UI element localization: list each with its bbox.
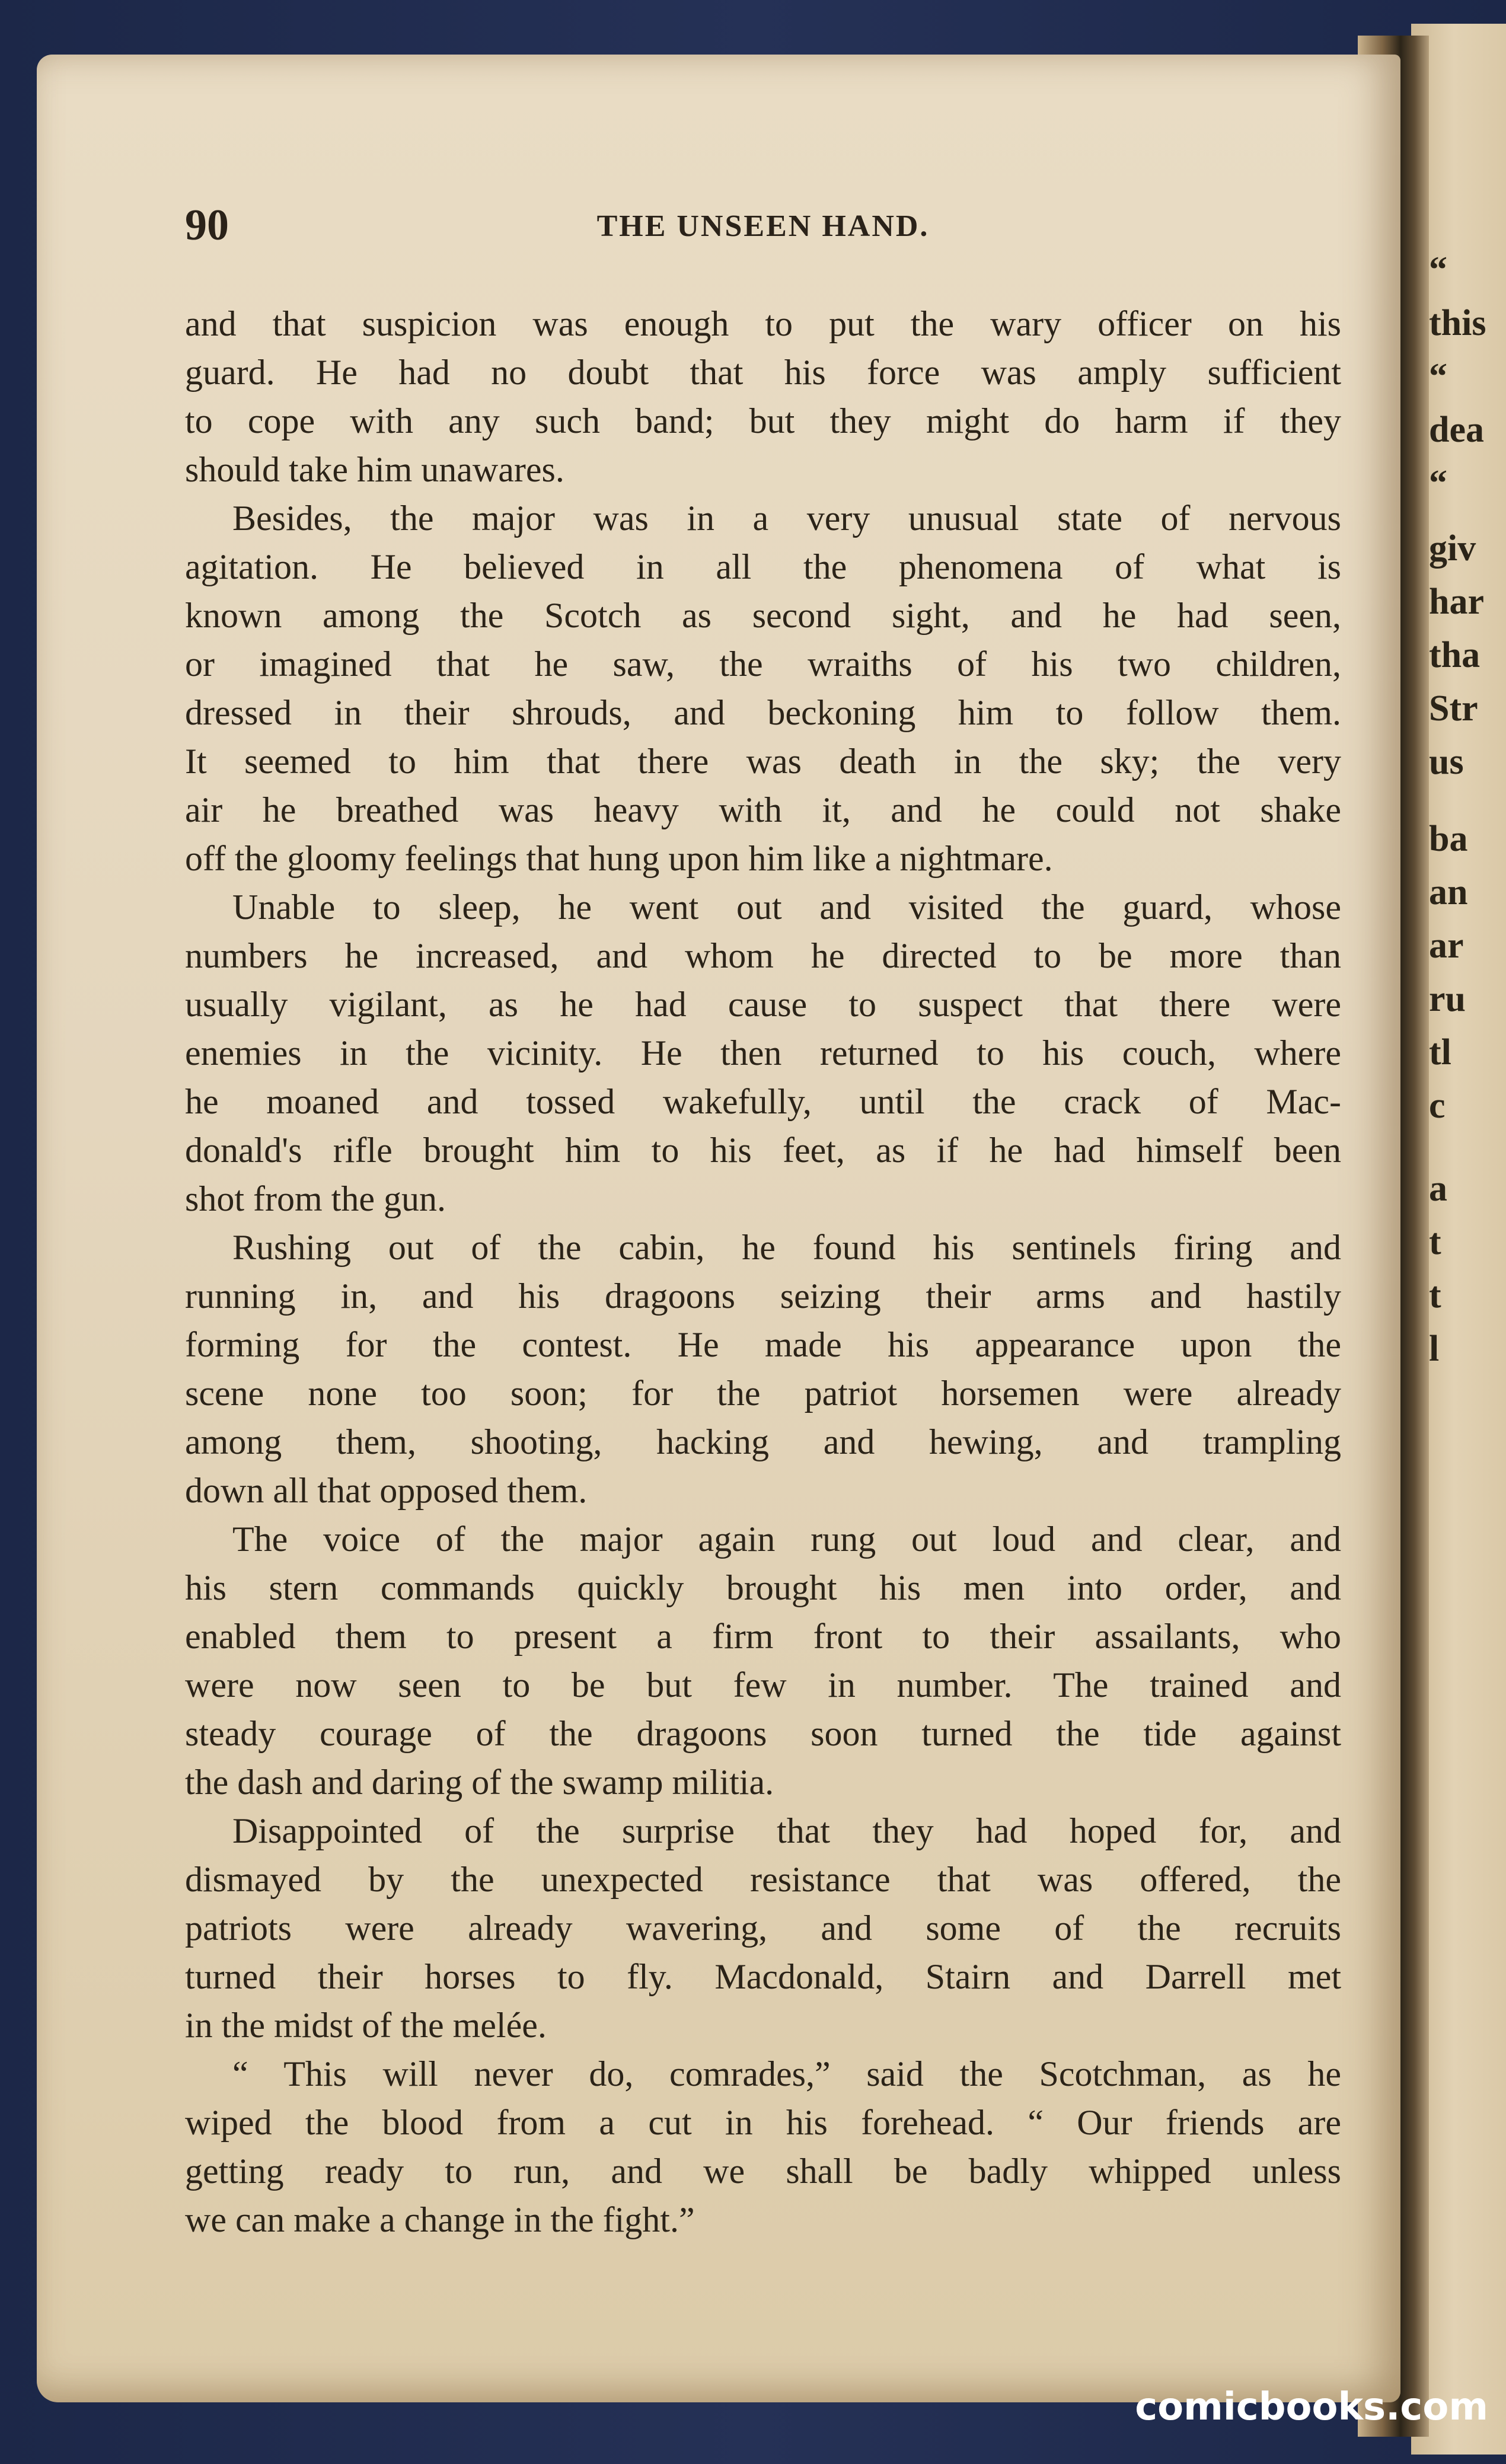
text-line: forming for the contest. He made his appearance upon the bbox=[185, 1325, 1341, 1364]
text-line: usually vigilant, as he had cause to suspect that there were bbox=[185, 985, 1341, 1024]
text-line: Rushing out of the cabin, he found his sentinels firing and bbox=[232, 1228, 1341, 1267]
text-line: donald's rifle brought him to his feet, as if he had himself been bbox=[185, 1131, 1341, 1170]
text-line: Unable to sleep, he went out and visited the guard, whose bbox=[232, 888, 1341, 927]
facing-page-fragment: l bbox=[1429, 1329, 1440, 1369]
facing-page-fragment: t bbox=[1429, 1275, 1441, 1316]
text-line: enabled them to present a firm front to their assailants, who bbox=[185, 1617, 1341, 1656]
facing-page-fragment: “ bbox=[1429, 463, 1447, 503]
text-line: It seemed to him that there was death in the sky; the very bbox=[185, 742, 1341, 781]
text-line: he moaned and tossed wakefully, until the crack of Mac- bbox=[185, 1082, 1341, 1121]
text-line: steady courage of the dragoons soon turned the tide against bbox=[185, 1714, 1341, 1753]
text-line: scene none too soon; for the patriot horsemen were already bbox=[185, 1374, 1341, 1413]
facing-page-fragment: t bbox=[1429, 1222, 1441, 1262]
text-line: shot from the gun. bbox=[185, 1179, 446, 1218]
facing-page-fragment: this bbox=[1429, 303, 1486, 343]
text-line: wiped the blood from a cut in his forehead. “ Our friends are bbox=[185, 2103, 1341, 2142]
text-line: numbers he increased, and whom he directed to be more than bbox=[185, 936, 1341, 975]
facing-page-fragment: us bbox=[1429, 742, 1464, 782]
text-line: agitation. He believed in all the phenomena of what is bbox=[185, 547, 1341, 586]
facing-page-fragment: “ bbox=[1429, 250, 1447, 290]
text-line: turned their horses to fly. Macdonald, Stairn and Darrell met bbox=[185, 1957, 1341, 1996]
text-line: down all that opposed them. bbox=[185, 1471, 588, 1510]
text-line: among them, shooting, hacking and hewing, and trampling bbox=[185, 1422, 1341, 1461]
text-line: “ This will never do, comrades,” said the Scotchman, as he bbox=[232, 2054, 1341, 2093]
site-watermark: comicbooks.com bbox=[1135, 2385, 1488, 2429]
facing-page-fragment: Str bbox=[1429, 688, 1478, 729]
text-line: in the midst of the melée. bbox=[185, 2006, 547, 2045]
text-line: getting ready to run, and we shall be badly whipped unless bbox=[185, 2152, 1341, 2191]
text-line: running in, and his dragoons seizing their arms and hastily bbox=[185, 1276, 1341, 1316]
text-line: or imagined that he saw, the wraiths of his two children, bbox=[185, 644, 1341, 684]
text-line: patriots were already wavering, and some of the recruits bbox=[185, 1908, 1341, 1948]
text-line: guard. He had no doubt that his force was amply sufficient bbox=[185, 353, 1341, 392]
text-line: and that suspicion was enough to put the wary officer on his bbox=[185, 304, 1341, 343]
text-line: dismayed by the unexpected resistance that was offered, the bbox=[185, 1860, 1341, 1899]
text-line: The voice of the major again rung out loud and clear, and bbox=[232, 1520, 1341, 1559]
text-line: known among the Scotch as second sight, and he had seen, bbox=[185, 596, 1341, 635]
facing-page-fragment: ru bbox=[1429, 979, 1466, 1019]
text-line: were now seen to be but few in number. The trained and bbox=[185, 1665, 1341, 1705]
facing-page-fragment: ar bbox=[1429, 925, 1464, 966]
facing-page-fragment: giv bbox=[1429, 528, 1476, 569]
facing-page-fragment: a bbox=[1429, 1169, 1447, 1209]
text-line: off the gloomy feelings that hung upon him like a nightmare. bbox=[185, 839, 1053, 878]
text-line: Besides, the major was in a very unusual state of nervous bbox=[232, 499, 1341, 538]
text-line: dressed in their shrouds, and beckoning him to follow them. bbox=[185, 693, 1341, 732]
facing-page-fragment: c bbox=[1429, 1086, 1446, 1126]
facing-page-fragment: tl bbox=[1429, 1032, 1451, 1073]
facing-page-fragment: ba bbox=[1429, 819, 1468, 859]
body-text bbox=[185, 299, 1341, 2244]
page-number: 90 bbox=[185, 201, 229, 250]
text-line: air he breathed was heavy with it, and he could not shake bbox=[185, 790, 1341, 829]
text-line: the dash and daring of the swamp militia. bbox=[185, 1763, 774, 1802]
page-header bbox=[185, 200, 1341, 254]
facing-page-fragment: dea bbox=[1429, 410, 1484, 450]
text-line: to cope with any such band; but they might do harm if they bbox=[185, 401, 1341, 441]
facing-page-fragment: “ bbox=[1429, 356, 1447, 397]
text-line: Disappointed of the surprise that they had hoped for, and bbox=[232, 1811, 1341, 1850]
facing-page-fragment: tha bbox=[1429, 635, 1481, 675]
text-line: should take him unawares. bbox=[185, 450, 564, 489]
running-title: THE UNSEEN HAND. bbox=[596, 209, 930, 243]
text-line: enemies in the vicinity. He then returned to his couch, where bbox=[185, 1033, 1341, 1073]
text-line: we can make a change in the fight.” bbox=[185, 2200, 695, 2239]
facing-page-fragment: an bbox=[1429, 872, 1468, 912]
text-line: his stern commands quickly brought his men into order, and bbox=[185, 1568, 1341, 1607]
facing-page-fragment: har bbox=[1429, 582, 1484, 622]
